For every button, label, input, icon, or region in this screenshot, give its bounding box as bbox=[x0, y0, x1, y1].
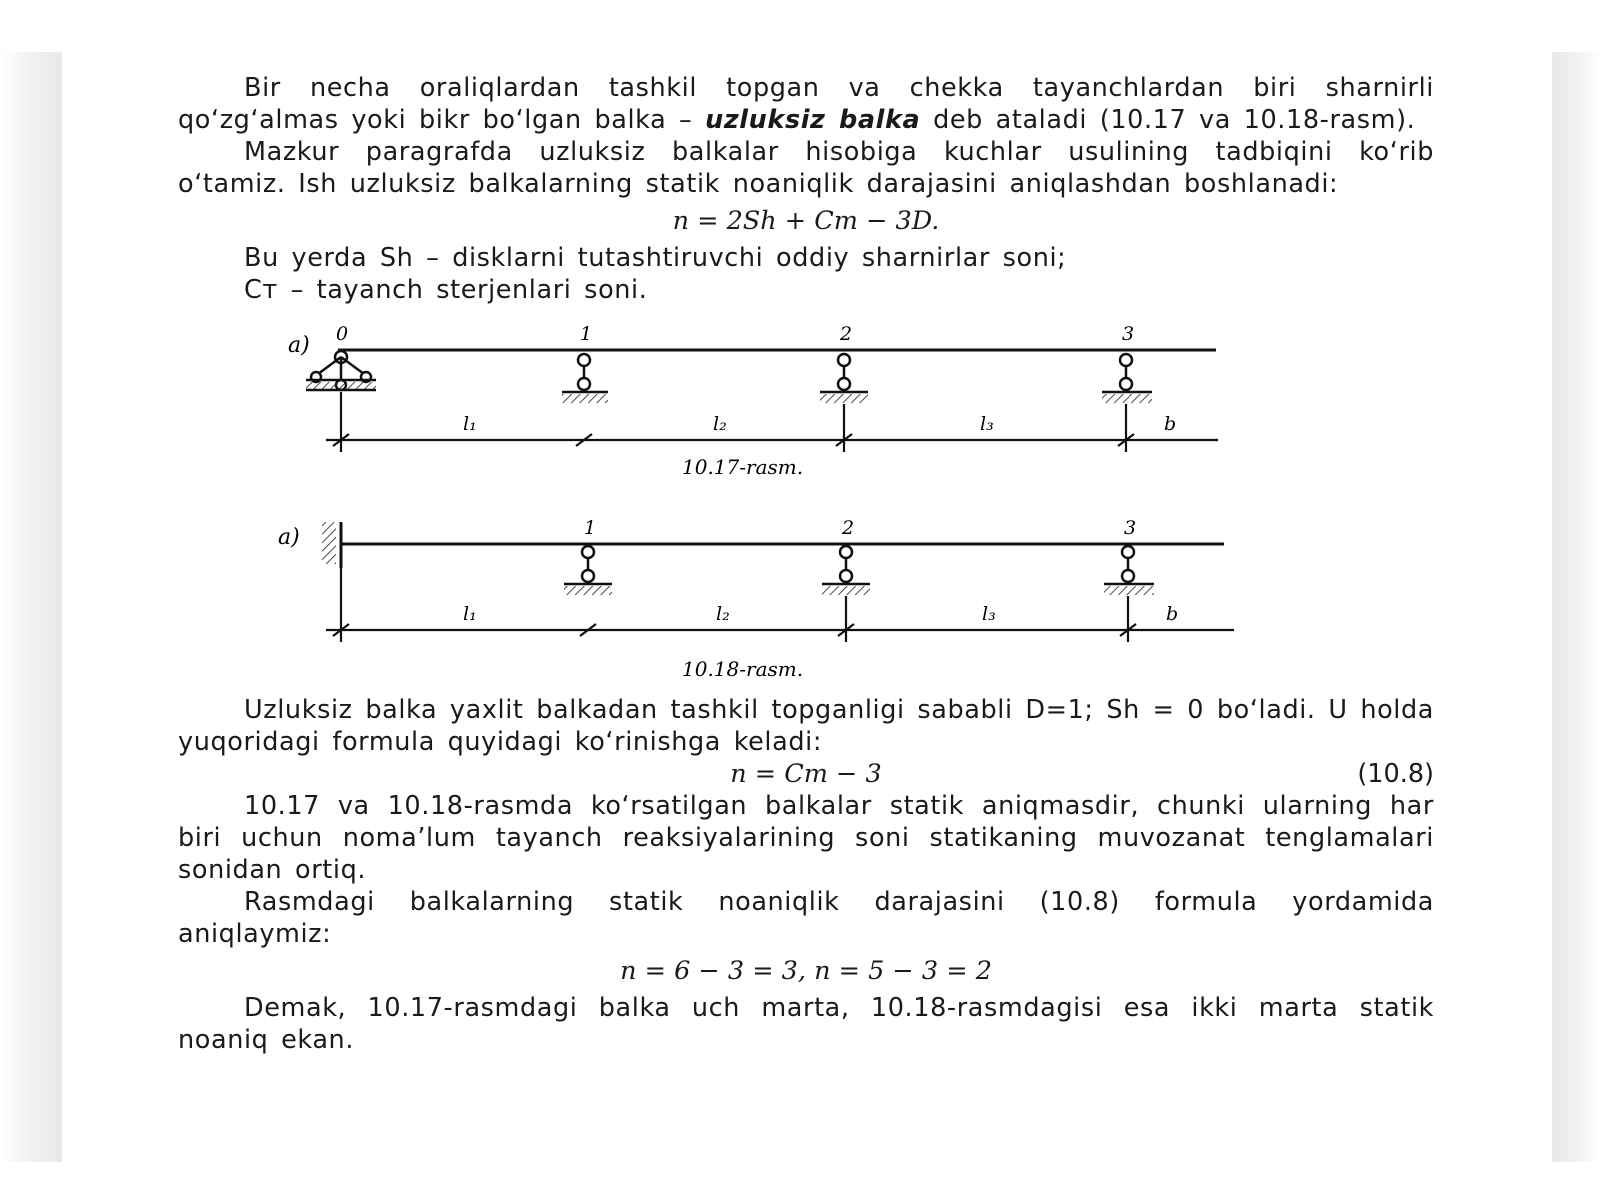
paragraph-indeterminate: 10.17 va 10.18-rasmda ko‘rsatilgan balkalar statik aniqmasdir, chunki ularning har biri uchun noma’lum tayanch reaksiyalarining soni statikaning muvozanat tenglamalari sonidan ortiq. bbox=[178, 791, 1434, 885]
paragraph-method: Mazkur paragrafda uzluksiz balkalar hisobiga kuchlar usulining tadbiqini ko‘rib o‘tamiz. Ish uzluksiz balkalarning statik noaniqlik darajasini aniqlashdan boshlanadi: bbox=[178, 137, 1434, 199]
formula-results: n = 6 − 3 = 3, n = 5 − 3 = 2 bbox=[620, 956, 992, 986]
support-1 bbox=[564, 546, 612, 595]
span-label-l3: l₃ bbox=[980, 413, 994, 435]
document-page bbox=[178, 72, 1434, 1056]
figure-10-18-panel-label: a) bbox=[278, 525, 300, 550]
support-0 bbox=[306, 351, 376, 391]
formula-indeterminacy: n = 2Sh + Cт − 3D. bbox=[672, 206, 940, 236]
figure-10-17-caption: 10.17-rasm. bbox=[682, 455, 804, 479]
formula-10-8-number: (10.8) bbox=[1357, 759, 1434, 789]
dimension-line bbox=[326, 392, 1218, 452]
support-2 bbox=[820, 354, 868, 403]
span-label-l1: l₁ bbox=[463, 603, 477, 625]
support-2 bbox=[822, 546, 870, 595]
support-3 bbox=[1102, 354, 1152, 403]
page-shadow-left bbox=[0, 52, 62, 1162]
support-1 bbox=[562, 354, 608, 403]
support-label-3: 3 bbox=[1124, 517, 1137, 539]
figure-10-18 bbox=[178, 508, 1434, 694]
page-shadow-right bbox=[1552, 52, 1600, 1162]
definition-ct: Cт – tayanch sterjenlari soni. bbox=[244, 275, 648, 305]
support-label-2: 2 bbox=[840, 323, 853, 345]
support-label-2: 2 bbox=[842, 517, 855, 539]
span-label-l3: l₃ bbox=[982, 603, 996, 625]
figure-10-18-caption: 10.18-rasm. bbox=[682, 657, 804, 681]
formula-10-8-row bbox=[178, 758, 1434, 790]
support-3 bbox=[1104, 546, 1154, 595]
term-continuous-beam: uzluksiz balka bbox=[705, 105, 921, 135]
paragraph-definition-end: deb ataladi (10.17 va 10.18-rasm). bbox=[920, 105, 1416, 135]
support-label-3: 3 bbox=[1122, 323, 1135, 345]
figure-10-17-panel-label: a) bbox=[288, 333, 310, 358]
paragraph-conclusion: Demak, 10.17-rasmdagi balka uch marta, 10.18-rasmdagisi esa ikki marta statik noaniq ekan. bbox=[178, 993, 1434, 1055]
span-label-l2: l₂ bbox=[713, 413, 727, 435]
figure-10-17 bbox=[178, 312, 1434, 502]
paragraph-definition-text: Bir necha oraliqlardan tashkil topgan va chekka tayanchlardan biri sharnirli qo‘zg‘almas yoki bikr bo‘lgan balka – bbox=[178, 73, 1434, 135]
paragraph-determine: Rasmdagi balkalarning statik noaniqlik darajasini (10.8) formula yordamida aniqlaymiz: bbox=[178, 887, 1434, 949]
span-label-b: b bbox=[1164, 413, 1177, 435]
paragraph-definition bbox=[178, 72, 1434, 136]
span-label-l2: l₂ bbox=[716, 603, 730, 625]
definition-sh: Bu yerda Sh – disklarni tutashtiruvchi oddiy sharnirlar soni; bbox=[244, 243, 1067, 273]
span-label-b: b bbox=[1166, 603, 1179, 625]
span-label-l1: l₁ bbox=[463, 413, 477, 435]
support-label-1: 1 bbox=[584, 517, 597, 539]
paragraph-continuous: Uzluksiz balka yaxlit balkadan tashkil topganligi sababli D=1; Sh = 0 bo‘ladi. U holda yuqoridagi formula quyidagi ko‘rinishga keladi: bbox=[178, 695, 1434, 757]
support-label-0: 0 bbox=[336, 323, 349, 345]
support-label-1: 1 bbox=[580, 323, 593, 345]
formula-10-8: n = Cт − 3 bbox=[730, 759, 882, 789]
fixed-support bbox=[322, 522, 341, 568]
